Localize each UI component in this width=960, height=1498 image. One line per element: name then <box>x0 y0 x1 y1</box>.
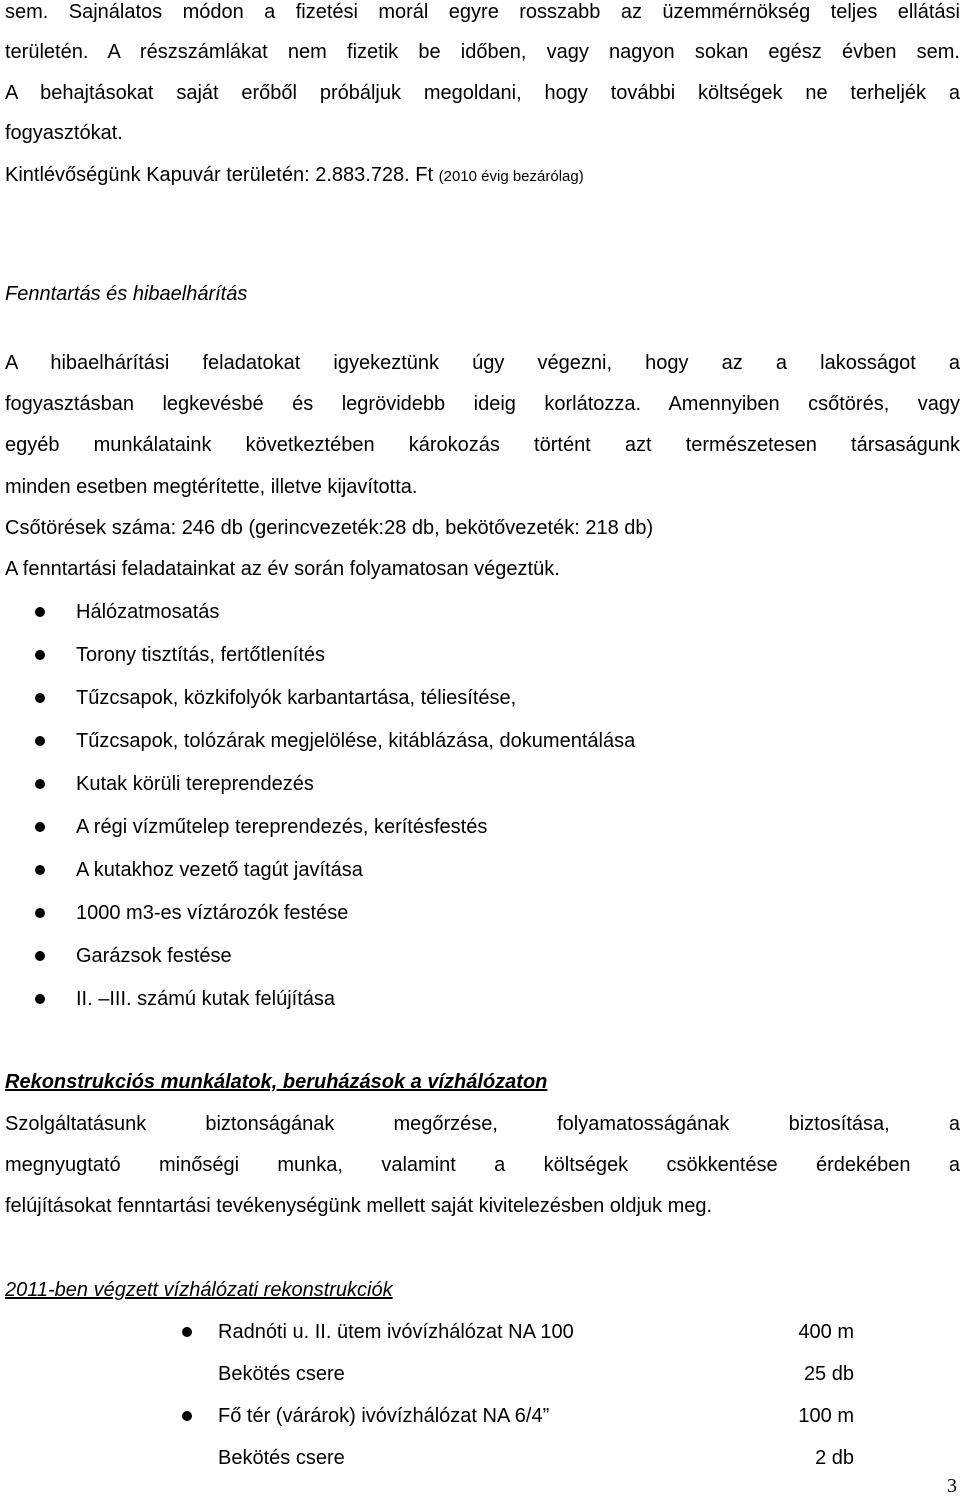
pipe-breaks-line: Csőtörések száma: 246 db (gerincvezeték:28 db, bekötővezeték: 218 db) <box>5 517 654 539</box>
bullet-icon <box>35 779 45 789</box>
list-item-text: A kutakhoz vezető tagút javítása <box>76 859 363 881</box>
intro-line-4: fogyasztókat. <box>5 122 123 144</box>
maintenance-para-line-2: fogyasztásban legkevésbé és legrövidebb ideig korlátozza. Amennyiben csőtörés, vagy <box>5 393 960 415</box>
item-value: 2 db <box>815 1447 854 1469</box>
item-label: Bekötés csere <box>218 1447 345 1469</box>
bullet-icon <box>35 908 45 918</box>
bullet-icon <box>35 865 45 875</box>
bullet-icon <box>35 650 45 660</box>
bullet-icon <box>35 607 45 617</box>
bullet-icon <box>182 1411 192 1421</box>
list-item-text: Tűzcsapok, tolózárak megjelölése, kitáblázása, dokumentálása <box>76 730 636 752</box>
list-item-text: Kutak körüli tereprendezés <box>76 773 314 795</box>
maintenance-para-line-4: minden esetben megtérítette, illetve kijavította. <box>5 476 418 498</box>
intro-line-2: területén. A részszámlákat nem fizetik be időben, vagy nagyon sokan egész évben sem. <box>5 41 960 63</box>
debt-line <box>5 163 584 189</box>
item-value: 25 db <box>803 1363 854 1385</box>
maintenance-para-line-3: egyéb munkálataink következtében károkozás történt azt természetesen társaságunk <box>5 434 960 456</box>
tasks-intro: A fenntartási feladatainkat az év során folyamatosan végeztük. <box>5 558 560 580</box>
maintenance-para-line-1: A hibaelhárítási feladatokat igyekeztünk úgy végezni, hogy az a lakosságot a <box>5 352 960 374</box>
list-item-text: 1000 m3-es víztározók festése <box>76 902 349 924</box>
bullet-icon <box>35 951 45 961</box>
item-value: 100 m <box>798 1405 854 1427</box>
item-label: Bekötés csere <box>218 1363 345 1385</box>
debt-note: (2010 évig bezárólag) <box>438 168 584 185</box>
list-item-text: A régi vízműtelep tereprendezés, kerítésfestés <box>76 816 488 838</box>
reconstruction-para-line-2: megnyugtató minőségi munka, valamint a költségek csökkentése érdekében a <box>5 1154 960 1176</box>
debt-main: Kintlévőségünk Kapuvár területén: 2.883.728. Ft <box>5 164 434 186</box>
list-item-text: Garázsok festése <box>76 945 232 967</box>
list-item-text: II. –III. számú kutak felújítása <box>76 988 336 1010</box>
intro-line-1: sem. Sajnálatos módon a fizetési morál egyre rosszabb az üzemmérnökség teljes ellátási <box>5 1 960 23</box>
bullet-icon <box>35 736 45 746</box>
list-item-text: Tűzcsapok, közkifolyók karbantartása, téliesítése, <box>76 687 517 709</box>
maintenance-heading: Fenntartás és hibaelhárítás <box>5 283 248 305</box>
item-value: 400 m <box>798 1321 854 1343</box>
reconstruction-para-line-3: felújításokat fenntartási tevékenységünk mellett saját kivitelezésben oldjuk meg. <box>5 1195 713 1217</box>
bullet-icon <box>182 1327 192 1337</box>
reconstruction-para-line-1: Szolgáltatásunk biztonságának megőrzése, folyamatosságának biztosítása, a <box>5 1113 960 1135</box>
item-label: Radnóti u. II. ütem ivóvízhálózat NA 100 <box>218 1321 574 1343</box>
intro-line-3: A behajtásokat saját erőből próbáljuk megoldani, hogy további költségek ne terheljék a <box>5 82 960 104</box>
bullet-icon <box>35 822 45 832</box>
bullet-icon <box>35 693 45 703</box>
reconstruction-heading: Rekonstrukciós munkálatok, beruházások a vízhálózaton <box>5 1071 548 1093</box>
list-item-text: Torony tisztítás, fertőtlenítés <box>76 644 325 666</box>
page-number: 3 <box>947 1475 957 1497</box>
reconstruction-subheading: 2011-ben végzett vízhálózati rekonstrukciók <box>5 1279 393 1301</box>
item-label: Fő tér (várárok) ivóvízhálózat NA 6/4” <box>218 1405 550 1427</box>
list-item-text: Hálózatmosatás <box>76 601 220 623</box>
bullet-icon <box>35 994 45 1004</box>
